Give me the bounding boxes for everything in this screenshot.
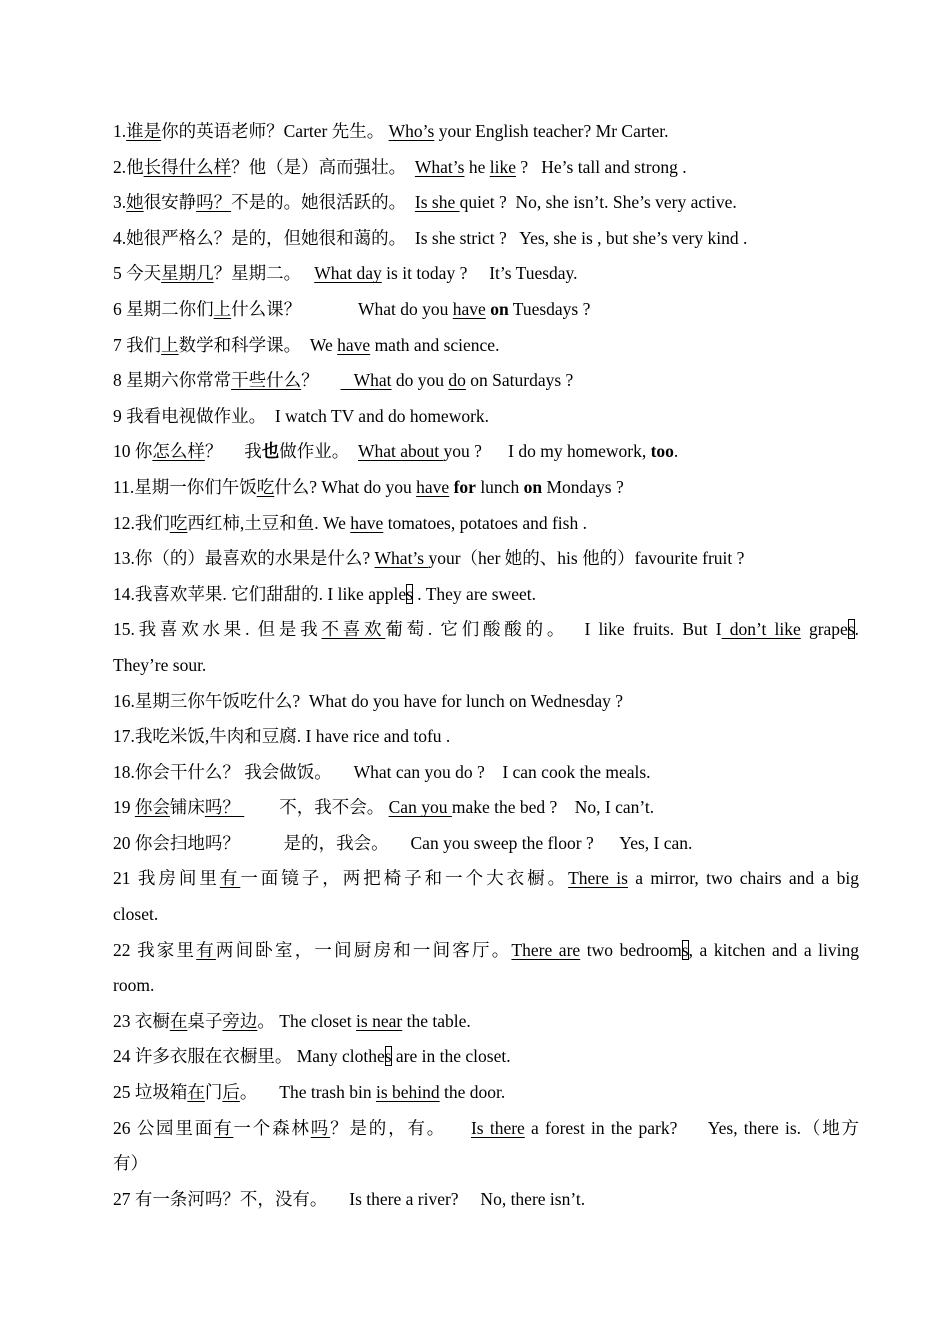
text-segment: 你的英语老师？Carter 先生。 [161, 121, 389, 141]
underlined-text: have [416, 476, 450, 497]
text-segment: a mirror, two chairs and a big [627, 868, 859, 889]
sentence-line [113, 933, 859, 969]
text-segment: ? He’s tall and strong . [515, 156, 687, 177]
text-segment: lunch [475, 476, 524, 497]
underlined-text: Is she [414, 192, 460, 213]
text-segment: closet. [113, 904, 159, 925]
underlined-text: don’t like [721, 619, 801, 640]
text-segment: Tuesdays ? [508, 298, 591, 319]
text-segment: 葡萄. 它们酸酸的。 I like fruits. But I [385, 619, 722, 640]
text-segment: quiet ? No, she isn’t. She’s very active. [459, 192, 737, 213]
text-segment: 14.我喜欢苹果. 它们甜甜的. I like apple [113, 583, 407, 604]
text-segment: ？是的，有。 [330, 1117, 471, 1138]
text-segment: . [673, 441, 679, 462]
underlined-text: 吗？ [196, 192, 232, 213]
text-segment: 19 [113, 797, 135, 818]
text-segment: ？星期二。 [213, 263, 315, 284]
sentence-line [113, 755, 859, 791]
sentence-line [113, 719, 859, 755]
underlined-text: There are [511, 939, 581, 960]
sentence-line [113, 648, 859, 684]
text-segment: 2.他 [113, 156, 144, 177]
sentence-line [113, 790, 859, 826]
underlined-text: 有 [214, 1117, 234, 1138]
text-segment: on Saturdays ? [465, 370, 574, 391]
underlined-text: 在 [187, 1082, 205, 1103]
underlined-text: What about [358, 441, 444, 462]
text-segment: tomatoes, potatoes and fish . [383, 512, 587, 533]
sentence-line [113, 577, 859, 613]
text-segment: 不，我不会。 [244, 797, 389, 818]
text-segment: 。 The closet [257, 1010, 357, 1031]
underlined-text: like [489, 156, 516, 177]
text-segment: 8 星期六你常常 [113, 370, 232, 391]
sentence-line [113, 292, 859, 328]
text-segment: 11.星期一你们午饭 [113, 476, 257, 497]
underlined-text: 星期几 [161, 263, 214, 284]
underlined-text: 旁边 [222, 1010, 258, 1031]
sentence-line [113, 1075, 859, 1111]
underlined-text: 干些什么 [231, 370, 302, 391]
sentence-line [113, 470, 859, 506]
text-segment: 10 你 [113, 441, 153, 462]
text-segment: the table. [402, 1010, 471, 1031]
text-segment: grape [800, 619, 848, 640]
text-segment: two bedroom [580, 939, 682, 960]
text-segment: 4.她很严格么？是的，但她很和蔼的。 Is she strict ? Yes, she is , but she’s very kind . [113, 227, 748, 248]
text-segment: the door. [439, 1082, 506, 1103]
underlined-text: 吗？ [204, 797, 245, 818]
text-segment: 7 我们 [113, 334, 162, 355]
text-segment: 17.我吃米饭,牛肉和豆腐. I have rice and tofu . [113, 726, 451, 747]
underlined-text: 怎么样 [152, 441, 205, 462]
text-segment: make the bed ? No, I can’t. [451, 797, 655, 818]
text-segment: 一个森林 [233, 1117, 311, 1138]
text-segment: 不是的。她很活跃的。 [231, 192, 415, 213]
underlined-text: What’s [414, 156, 465, 177]
sentence-line [113, 1146, 859, 1182]
text-segment: do you [391, 370, 449, 391]
text-segment: you ? I do my homework, [443, 441, 651, 462]
underlined-text: 不喜欢 [321, 619, 386, 640]
bold-text: on [523, 476, 543, 497]
sentence-line [113, 968, 859, 1004]
underlined-text: Who’s [388, 121, 435, 141]
text-segment: 有） [113, 1153, 148, 1174]
text-segment: 什么课？ What do you [231, 298, 453, 319]
bold-text: 也 [261, 441, 280, 462]
sentence-line [113, 1111, 859, 1147]
text-segment: 一面镜子，两把椅子和一个大衣橱。 [240, 868, 569, 889]
underlined-text: What day [314, 263, 382, 284]
text-segment: 两间卧室，一间厨房和一间客厅。 [215, 939, 512, 960]
underlined-text: Can you [388, 797, 452, 818]
text-segment: 20 你会扫地吗？ 是的，我会。 Can you sweep the floor ? Yes, I can. [113, 832, 693, 853]
sentence-line [113, 114, 859, 150]
underlined-text: 谁是 [126, 121, 162, 141]
text-segment: 很安静 [143, 192, 197, 213]
underlined-text: 吃 [256, 476, 275, 497]
text-segment: 5 今天 [113, 263, 162, 284]
underlined-text: have [452, 298, 486, 319]
sentence-line [113, 221, 859, 257]
text-segment: . They are sweet. [412, 583, 537, 604]
underlined-text: 上 [161, 334, 179, 355]
text-segment: They’re sour. [113, 654, 207, 675]
sentence-line [113, 861, 859, 897]
underlined-text: What’s [374, 548, 429, 569]
underlined-text: There is [568, 868, 628, 889]
sentence-line [113, 826, 859, 862]
bold-text: for [453, 476, 476, 497]
underlined-text: Is there [470, 1117, 525, 1138]
underlined-text: 有 [196, 939, 216, 960]
boxed-letter: s [384, 1046, 392, 1067]
sentence-line [113, 541, 859, 577]
text-segment: 西红柿,土豆和鱼. We [187, 512, 351, 533]
text-segment: 数学和科学课。 We [178, 334, 338, 355]
text-segment: 15.我喜欢水果. 但是我 [113, 619, 322, 640]
sentence-line [113, 399, 859, 435]
underlined-text: have [337, 334, 371, 355]
underlined-text: 长得什么样 [143, 156, 232, 177]
text-segment: 1. [113, 121, 127, 141]
text-segment: your（her 她的、his 他的）favourite fruit ? [428, 548, 745, 569]
sentence-list [113, 114, 859, 1217]
text-segment: 。 The trash bin [239, 1082, 376, 1103]
boxed-letter: s [681, 939, 689, 960]
boxed-letter: s [847, 619, 855, 640]
text-segment: ？他（是）高而强壮。 [231, 156, 415, 177]
underlined-text: 有 [219, 868, 241, 889]
text-segment: 25 垃圾箱 [113, 1082, 188, 1103]
text-segment: 3. [113, 192, 127, 213]
text-segment: 9 我看电视做作业。 I watch TV and do homework. [113, 405, 490, 426]
text-segment: 23 衣橱 [113, 1010, 170, 1031]
text-segment: 22 我家里 [113, 939, 197, 960]
text-segment: 26 公园里面 [113, 1117, 215, 1138]
underlined-text: 吃 [169, 512, 188, 533]
boxed-letter: s [406, 583, 413, 604]
text-segment: 21 我房间里 [113, 868, 220, 889]
text-segment: 24 许多衣服在衣橱里。 Many clothe [113, 1046, 385, 1067]
text-segment: 13.你（的）最喜欢的水果是什么? [113, 548, 375, 569]
text-segment: 27 有一条河吗？不，没有。 Is there a river? No, there isn’t. [113, 1188, 586, 1209]
underlined-text: 你会 [134, 797, 170, 818]
text-segment: a forest in the park? Yes, there is.（地方 [524, 1117, 859, 1138]
sentence-line [113, 506, 859, 542]
sentence-line [113, 1004, 859, 1040]
sentence-line [113, 612, 859, 648]
sentence-line [113, 1182, 859, 1218]
underlined-text: is near [356, 1010, 403, 1031]
text-segment: Mondays ? [542, 476, 624, 497]
sentence-line [113, 328, 859, 364]
text-segment: , a kitchen and a living [688, 939, 859, 960]
underlined-text: What [340, 370, 392, 391]
text-segment: 做作业。 [279, 441, 358, 462]
underlined-text: 在 [169, 1010, 188, 1031]
text-segment: 什么? What do you [274, 476, 417, 497]
text-segment: . [854, 619, 859, 640]
bold-text: on [490, 298, 509, 319]
text-segment: he [464, 156, 490, 177]
text-segment: ？ 我 [204, 441, 262, 462]
underlined-text: have [350, 512, 384, 533]
underlined-text: 上 [213, 298, 232, 319]
underlined-text: 后 [222, 1082, 240, 1103]
sentence-line [113, 185, 859, 221]
text-segment: ？ [301, 370, 341, 391]
bold-text: too [650, 441, 674, 462]
sentence-line [113, 434, 859, 470]
text-segment: 门 [204, 1082, 223, 1103]
sentence-line [113, 1039, 859, 1075]
sentence-line [113, 897, 859, 933]
underlined-text: do [448, 370, 466, 391]
text-segment: 12.我们 [113, 512, 170, 533]
sentence-line [113, 684, 859, 720]
text-segment: 18.你会干什么？ 我会做饭。 What can you do ? I can cook the meals. [113, 761, 651, 782]
text-segment: is it today ? It’s Tuesday. [381, 263, 578, 284]
underlined-text: 她 [126, 192, 144, 213]
underlined-text: is behind [375, 1082, 440, 1103]
text-segment: math and science. [370, 334, 500, 355]
underlined-text: 吗 [310, 1117, 331, 1138]
sentence-line [113, 363, 859, 399]
sentence-line [113, 256, 859, 292]
text-segment: your English teacher? Mr Carter. [434, 121, 669, 141]
text-segment: 6 星期二你们 [113, 298, 214, 319]
text-segment: room. [113, 975, 155, 996]
sentence-line [113, 150, 859, 186]
text-segment: 桌子 [187, 1010, 223, 1031]
text-segment: are in the closet. [391, 1046, 511, 1067]
text-segment: 16.星期三你午饭吃什么? What do you have for lunch on Wednesday ? [113, 690, 624, 711]
text-segment: 铺床 [169, 797, 205, 818]
